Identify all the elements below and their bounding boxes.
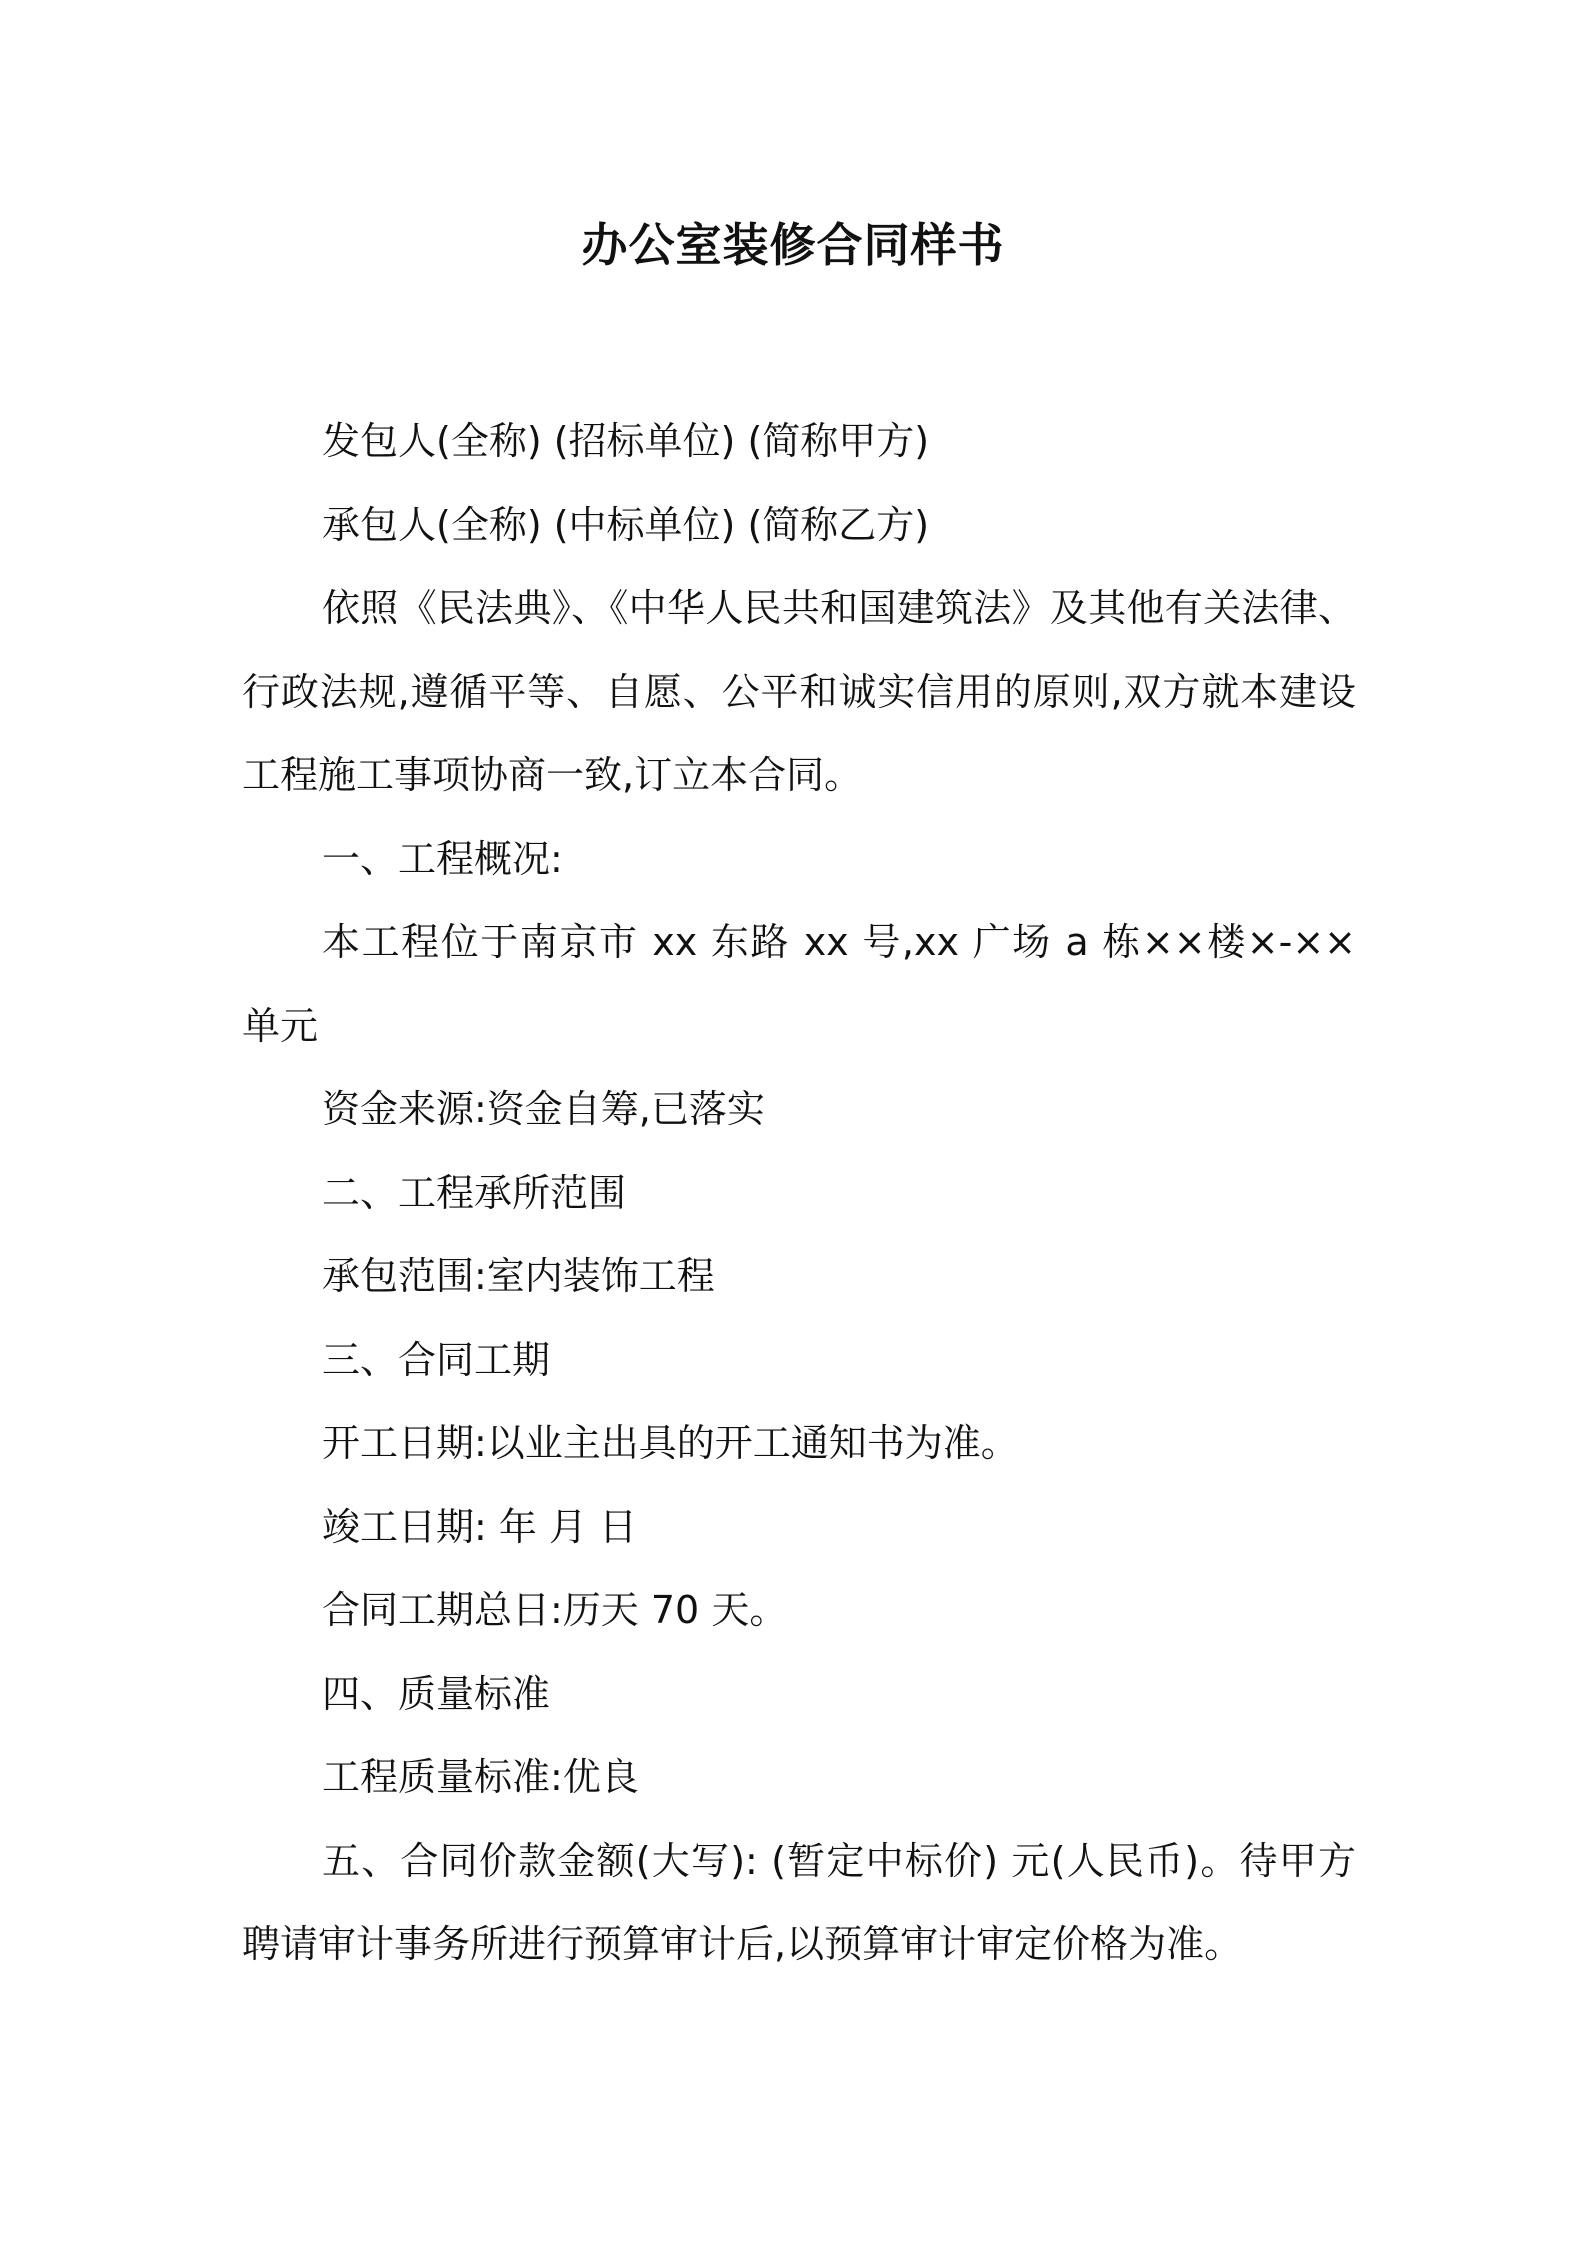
total-duration-line: 合同工期总日:历天 70 天。 (322, 1588, 788, 1632)
contract-price-paragraph: 五、合同价款金额(大写): (暂定中标价) 元(人民币)。待甲方聘请审计事务所进行预算审计后,以预算审计审定价格为准。 (242, 1838, 1356, 1966)
scope-line: 承包范围:室内装饰工程 (322, 1254, 715, 1298)
party-a-line: 发包人(全称) (招标单位) (简称甲方) (322, 419, 930, 463)
completion-date-line: 竣工日期: 年 月 日 (322, 1504, 638, 1549)
funding-source-line: 资金来源:资金自筹,已落实 (322, 1087, 765, 1131)
start-date-line: 开工日期:以业主出具的开工通知书为准。 (322, 1421, 1019, 1465)
party-b-line: 承包人(全称) (中标单位) (简称乙方) (322, 502, 930, 547)
section-heading-quality: 四、质量标准 (322, 1671, 551, 1716)
legal-basis-paragraph: 依照《民法典》、《中华人民共和国建筑法》及其他有关法律、行政法规,遵循平等、自愿、公平和诚实信用的原则,双方就本建设工程施工事项协商一致,订立本合同。 (242, 586, 1356, 797)
section-heading-scope: 二、工程承所范围 (322, 1170, 627, 1215)
document-body (242, 400, 1356, 1987)
section-heading-duration: 三、合同工期 (322, 1337, 551, 1382)
quality-standard-line: 工程质量标准:优良 (322, 1755, 639, 1799)
document-title: 办公室装修合同样书 (581, 218, 1005, 272)
project-location-paragraph: 本工程位于南京市 xx 东路 xx 号,xx 广场 a 栋××楼×-××单元 (242, 920, 1356, 1048)
section-heading-overview: 一、工程概况: (322, 836, 563, 881)
